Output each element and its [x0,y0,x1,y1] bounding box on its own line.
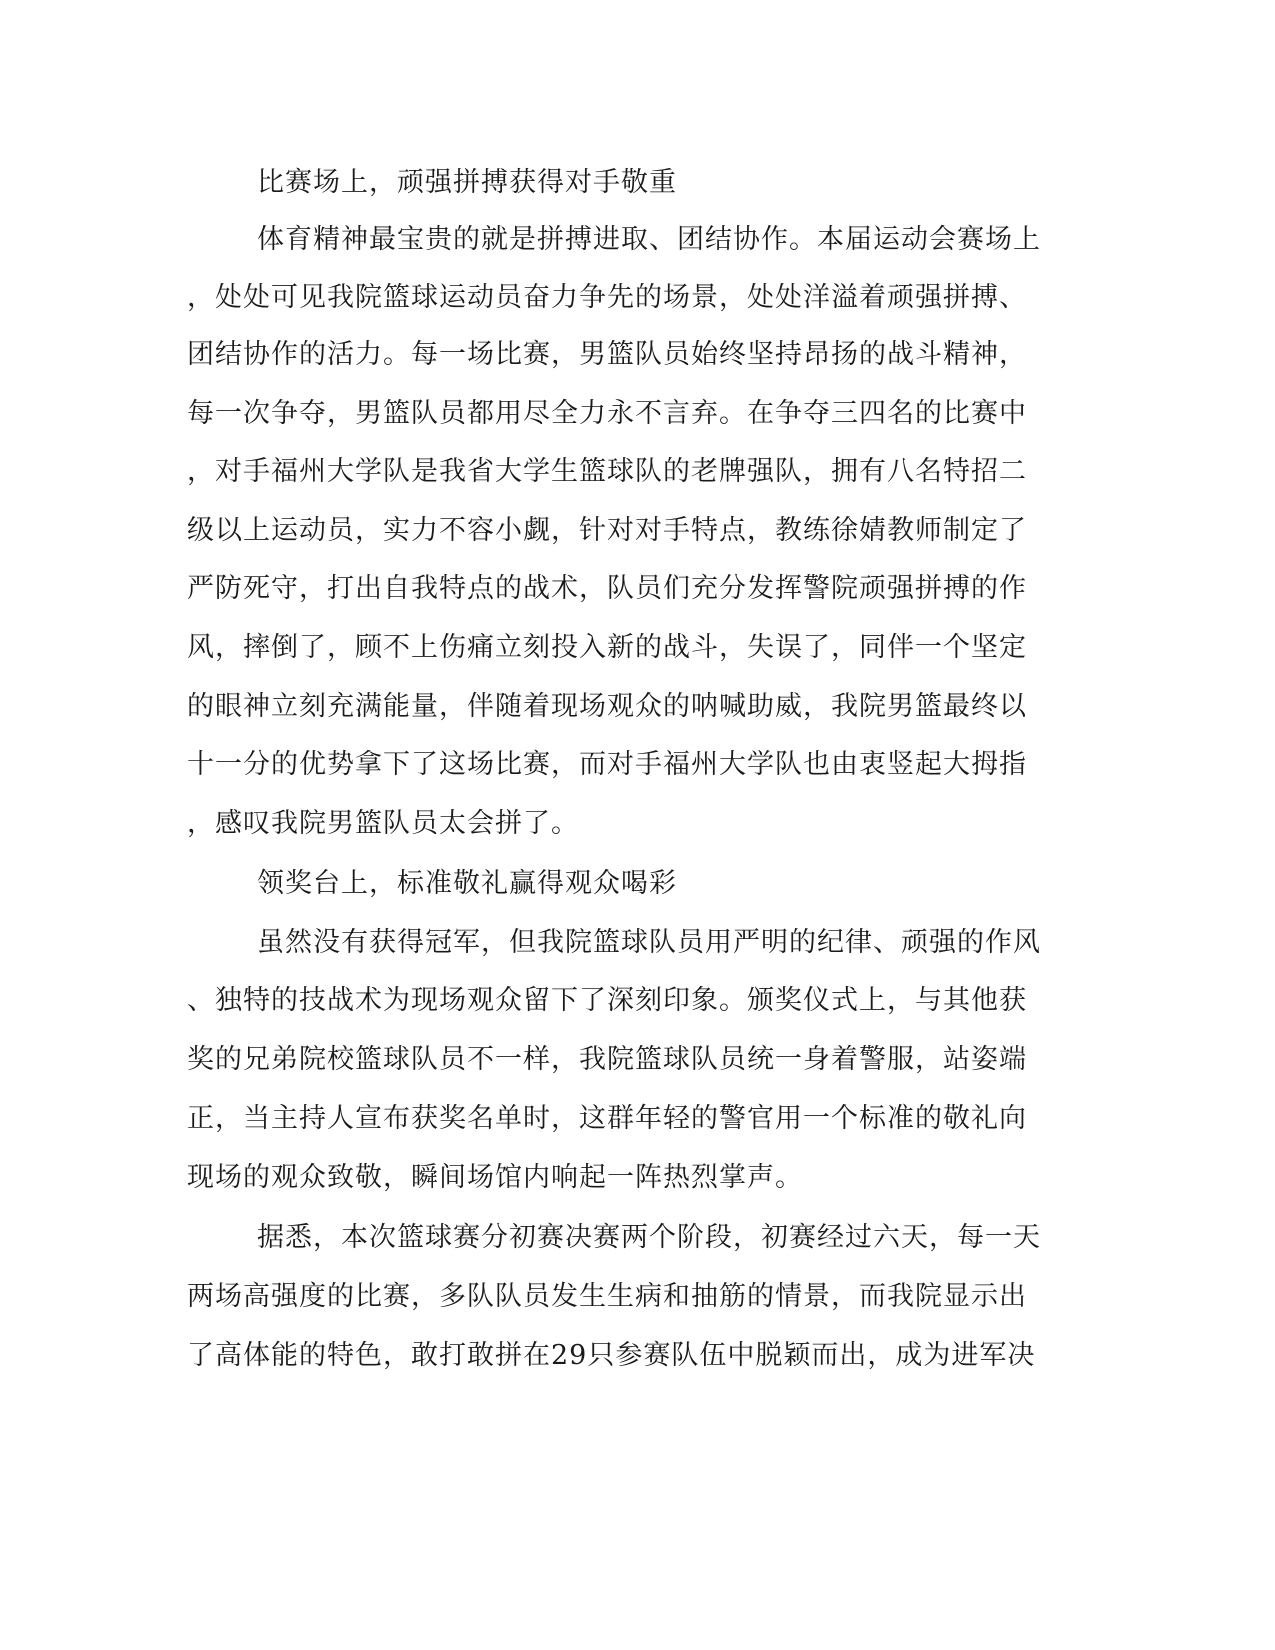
paragraph-line: 每一次争夺，男篮队员都用尽全力永不言弃。在争夺三四名的比赛中 [187,398,1027,429]
paragraph-line: ，对手福州大学队是我省大学生篮球队的老牌强队，拥有八名特招二 [187,456,1027,487]
paragraph-line: 风，摔倒了，顾不上伤痛立刻投入新的战斗，失误了，同伴一个坚定 [187,632,1027,663]
section-heading-1: 比赛场上，顽强拼搏获得对手敬重 [257,167,677,198]
paragraph-line: 、独特的技战术为现场观众留下了深刻印象。颁奖仪式上，与其他获 [187,985,1027,1016]
paragraph-line: 严防死守，打出自我特点的战术，队员们充分发挥警院顽强拼搏的作 [187,573,1027,604]
paragraph-line: 团结协作的活力。每一场比赛，男篮队员始终坚持昂扬的战斗精神， [187,339,1027,370]
paragraph-line: 级以上运动员，实力不容小觑，针对对手特点，教练徐婧教师制定了 [187,515,1027,546]
paragraph-line: 奖的兄弟院校篮球队员不一样，我院篮球队员统一身着警服，站姿端 [187,1044,1027,1075]
paragraph-line: 正，当主持人宣布获奖名单时，这群年轻的警官用一个标准的敬礼向 [187,1103,1027,1134]
paragraph-line: 据悉，本次篮球赛分初赛决赛两个阶段，初赛经过六天，每一天 [257,1222,1041,1253]
paragraph-line: 的眼神立刻充满能量，伴随着现场观众的呐喊助威，我院男篮最终以 [187,691,1027,722]
section-heading-2: 领奖台上，标准敬礼赢得观众喝彩 [257,868,677,899]
paragraph-line: 虽然没有获得冠军，但我院篮球队员用严明的纪律、顽强的作风 [257,927,1041,958]
paragraph-line: ，感叹我院男篮队员太会拼了。 [187,808,579,839]
paragraph-line: 了高体能的特色，敢打敢拼在29只参赛队伍中脱颖而出，成为进军决 [187,1340,1036,1371]
paragraph-line: 现场的观众致敬，瞬间场馆内响起一阵热烈掌声。 [187,1162,803,1193]
paragraph-line: ，处处可见我院篮球运动员奋力争先的场景，处处洋溢着顽强拼搏、 [187,282,1027,313]
paragraph-line: 两场高强度的比赛，多队队员发生生病和抽筋的情景，而我院显示出 [187,1281,1027,1312]
paragraph-line: 十一分的优势拿下了这场比赛，而对手福州大学队也由衷竖起大拇指 [187,749,1027,780]
paragraph-line: 体育精神最宝贵的就是拼搏进取、团结协作。本届运动会赛场上 [257,224,1041,255]
